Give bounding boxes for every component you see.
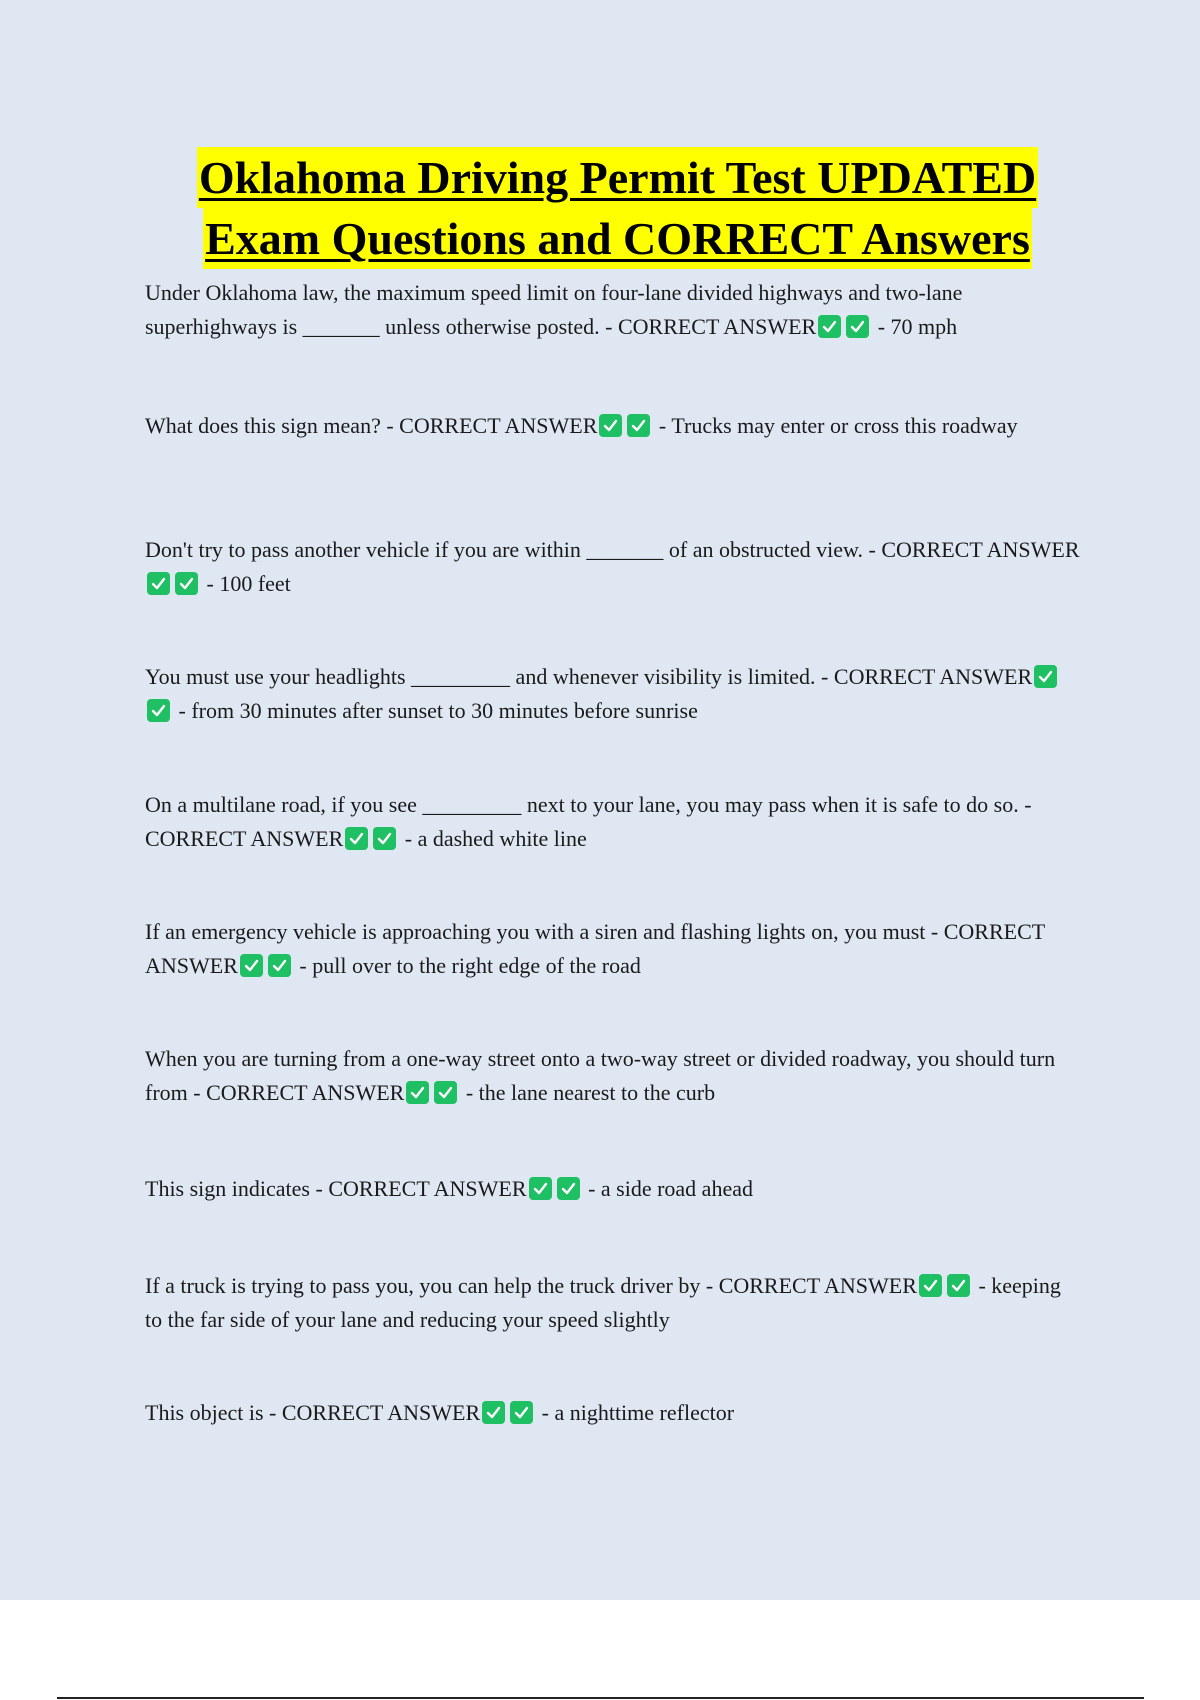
check-mark-icon <box>846 315 869 338</box>
correct-answer-label: CORRECT ANSWER <box>833 664 1033 689</box>
answer-text: - 100 feet <box>206 571 291 596</box>
question-text: This sign indicates - <box>145 1176 323 1201</box>
check-mark-icon <box>818 315 841 338</box>
answer-text: - Trucks may enter or cross this roadway <box>658 413 1018 438</box>
check-mark-icon <box>175 572 198 595</box>
title-line-2: Exam Questions and CORRECT Answers <box>203 208 1032 269</box>
check-mark-icon <box>406 1081 429 1104</box>
answer-text: - a dashed white line <box>404 826 587 851</box>
question-text: You must use your headlights _________ and whenever visibility is limited. - <box>145 664 829 689</box>
check-mark-icon <box>1034 665 1057 688</box>
answer-text: - a nighttime reflector <box>541 1400 735 1425</box>
question-text: If a truck is trying to pass you, you can help the truck driver by - <box>145 1273 714 1298</box>
question-text: This object is - <box>145 1400 277 1425</box>
qa-item <box>145 788 1080 856</box>
qa-item <box>145 915 1080 983</box>
answer-text: - a side road ahead <box>588 1176 753 1201</box>
correct-answer-label: CORRECT ANSWER <box>145 919 1045 978</box>
check-mark-icon <box>627 414 650 437</box>
question-text: Don't try to pass another vehicle if you are within _______ of an obstructed view. - <box>145 537 876 562</box>
title-line-1: Oklahoma Driving Permit Test UPDATED <box>197 147 1038 208</box>
check-mark-icon <box>345 827 368 850</box>
qa-item <box>145 1396 1080 1430</box>
check-mark-icon <box>240 954 263 977</box>
check-mark-icon <box>147 699 170 722</box>
check-mark-icon <box>599 414 622 437</box>
document-title <box>0 147 1200 269</box>
qa-item <box>145 1042 1080 1110</box>
check-mark-icon <box>268 954 291 977</box>
check-mark-icon <box>510 1401 533 1424</box>
answer-text: - keeping to the far side of your lane and reducing your speed slightly <box>145 1273 1061 1332</box>
qa-item <box>145 533 1080 601</box>
question-text: When you are turning from a one-way street onto a two-way street or divided roadway, you should turn from - <box>145 1046 1056 1105</box>
answer-text: - 70 mph <box>877 314 958 339</box>
correct-answer-label: CORRECT ANSWER <box>206 1080 405 1105</box>
correct-answer-label: CORRECT ANSWER <box>718 1273 917 1298</box>
check-mark-icon <box>529 1177 552 1200</box>
footer-divider <box>57 1697 1144 1699</box>
correct-answer-label: CORRECT ANSWER <box>881 537 1080 562</box>
answer-text: - pull over to the right edge of the road <box>299 953 641 978</box>
question-text: Under Oklahoma law, the maximum speed limit on four-lane divided highways and two-lane superhighways is _______ unless otherwise posted. - <box>145 280 963 339</box>
correct-answer-label: CORRECT ANSWER <box>399 413 598 438</box>
qa-item <box>145 660 1080 728</box>
qa-item <box>145 276 1080 344</box>
answer-text: - the lane nearest to the curb <box>465 1080 716 1105</box>
question-text: On a multilane road, if you see _________ next to your lane, you may pass when it is safe to do so. - <box>145 792 1032 817</box>
correct-answer-label: CORRECT ANSWER <box>617 314 817 339</box>
correct-answer-label: CORRECT ANSWER <box>145 826 344 851</box>
question-text: If an emergency vehicle is approaching you with a siren and flashing lights on, you must - <box>145 919 939 944</box>
check-mark-icon <box>434 1081 457 1104</box>
check-mark-icon <box>373 827 396 850</box>
check-mark-icon <box>557 1177 580 1200</box>
qa-item <box>145 1172 1080 1206</box>
answer-text: - from 30 minutes after sunset to 30 minutes before sunrise <box>178 698 698 723</box>
check-mark-icon <box>482 1401 505 1424</box>
correct-answer-label: CORRECT ANSWER <box>328 1176 527 1201</box>
qa-item <box>145 409 1080 443</box>
check-mark-icon <box>919 1274 942 1297</box>
correct-answer-label: CORRECT ANSWER <box>281 1400 481 1425</box>
check-mark-icon <box>147 572 170 595</box>
qa-item <box>145 1269 1080 1337</box>
question-text: What does this sign mean? - <box>145 413 394 438</box>
check-mark-icon <box>947 1274 970 1297</box>
